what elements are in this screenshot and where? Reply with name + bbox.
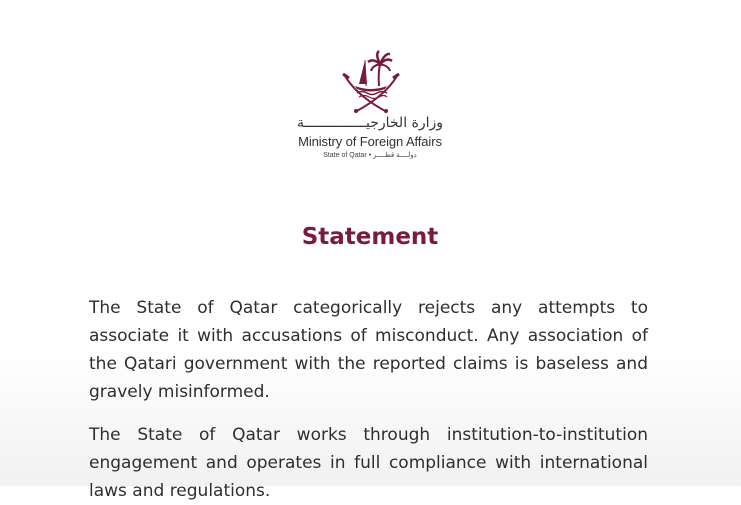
ministry-name-english: Ministry of Foreign Affairs [298,134,442,149]
qatar-emblem-icon [335,46,407,118]
state-of-qatar-line: State of Qatar • دولــــة قطــــر [323,152,417,159]
statement-title: Statement [301,224,439,250]
statement-paragraph-2: The State of Qatar works through institution-to-institution engagement and operates in full compliance with international laws and regulations. [89,425,648,501]
statement-paragraph-1: The State of Qatar categorically rejects any attempts to associate it with accusations of misconduct. Any association of the Qatari government with the reported claims is baseless and gravely misinformed. [89,298,648,402]
ministry-name-arabic: وزارة الخارجيـــــــــــــــة [296,115,444,131]
